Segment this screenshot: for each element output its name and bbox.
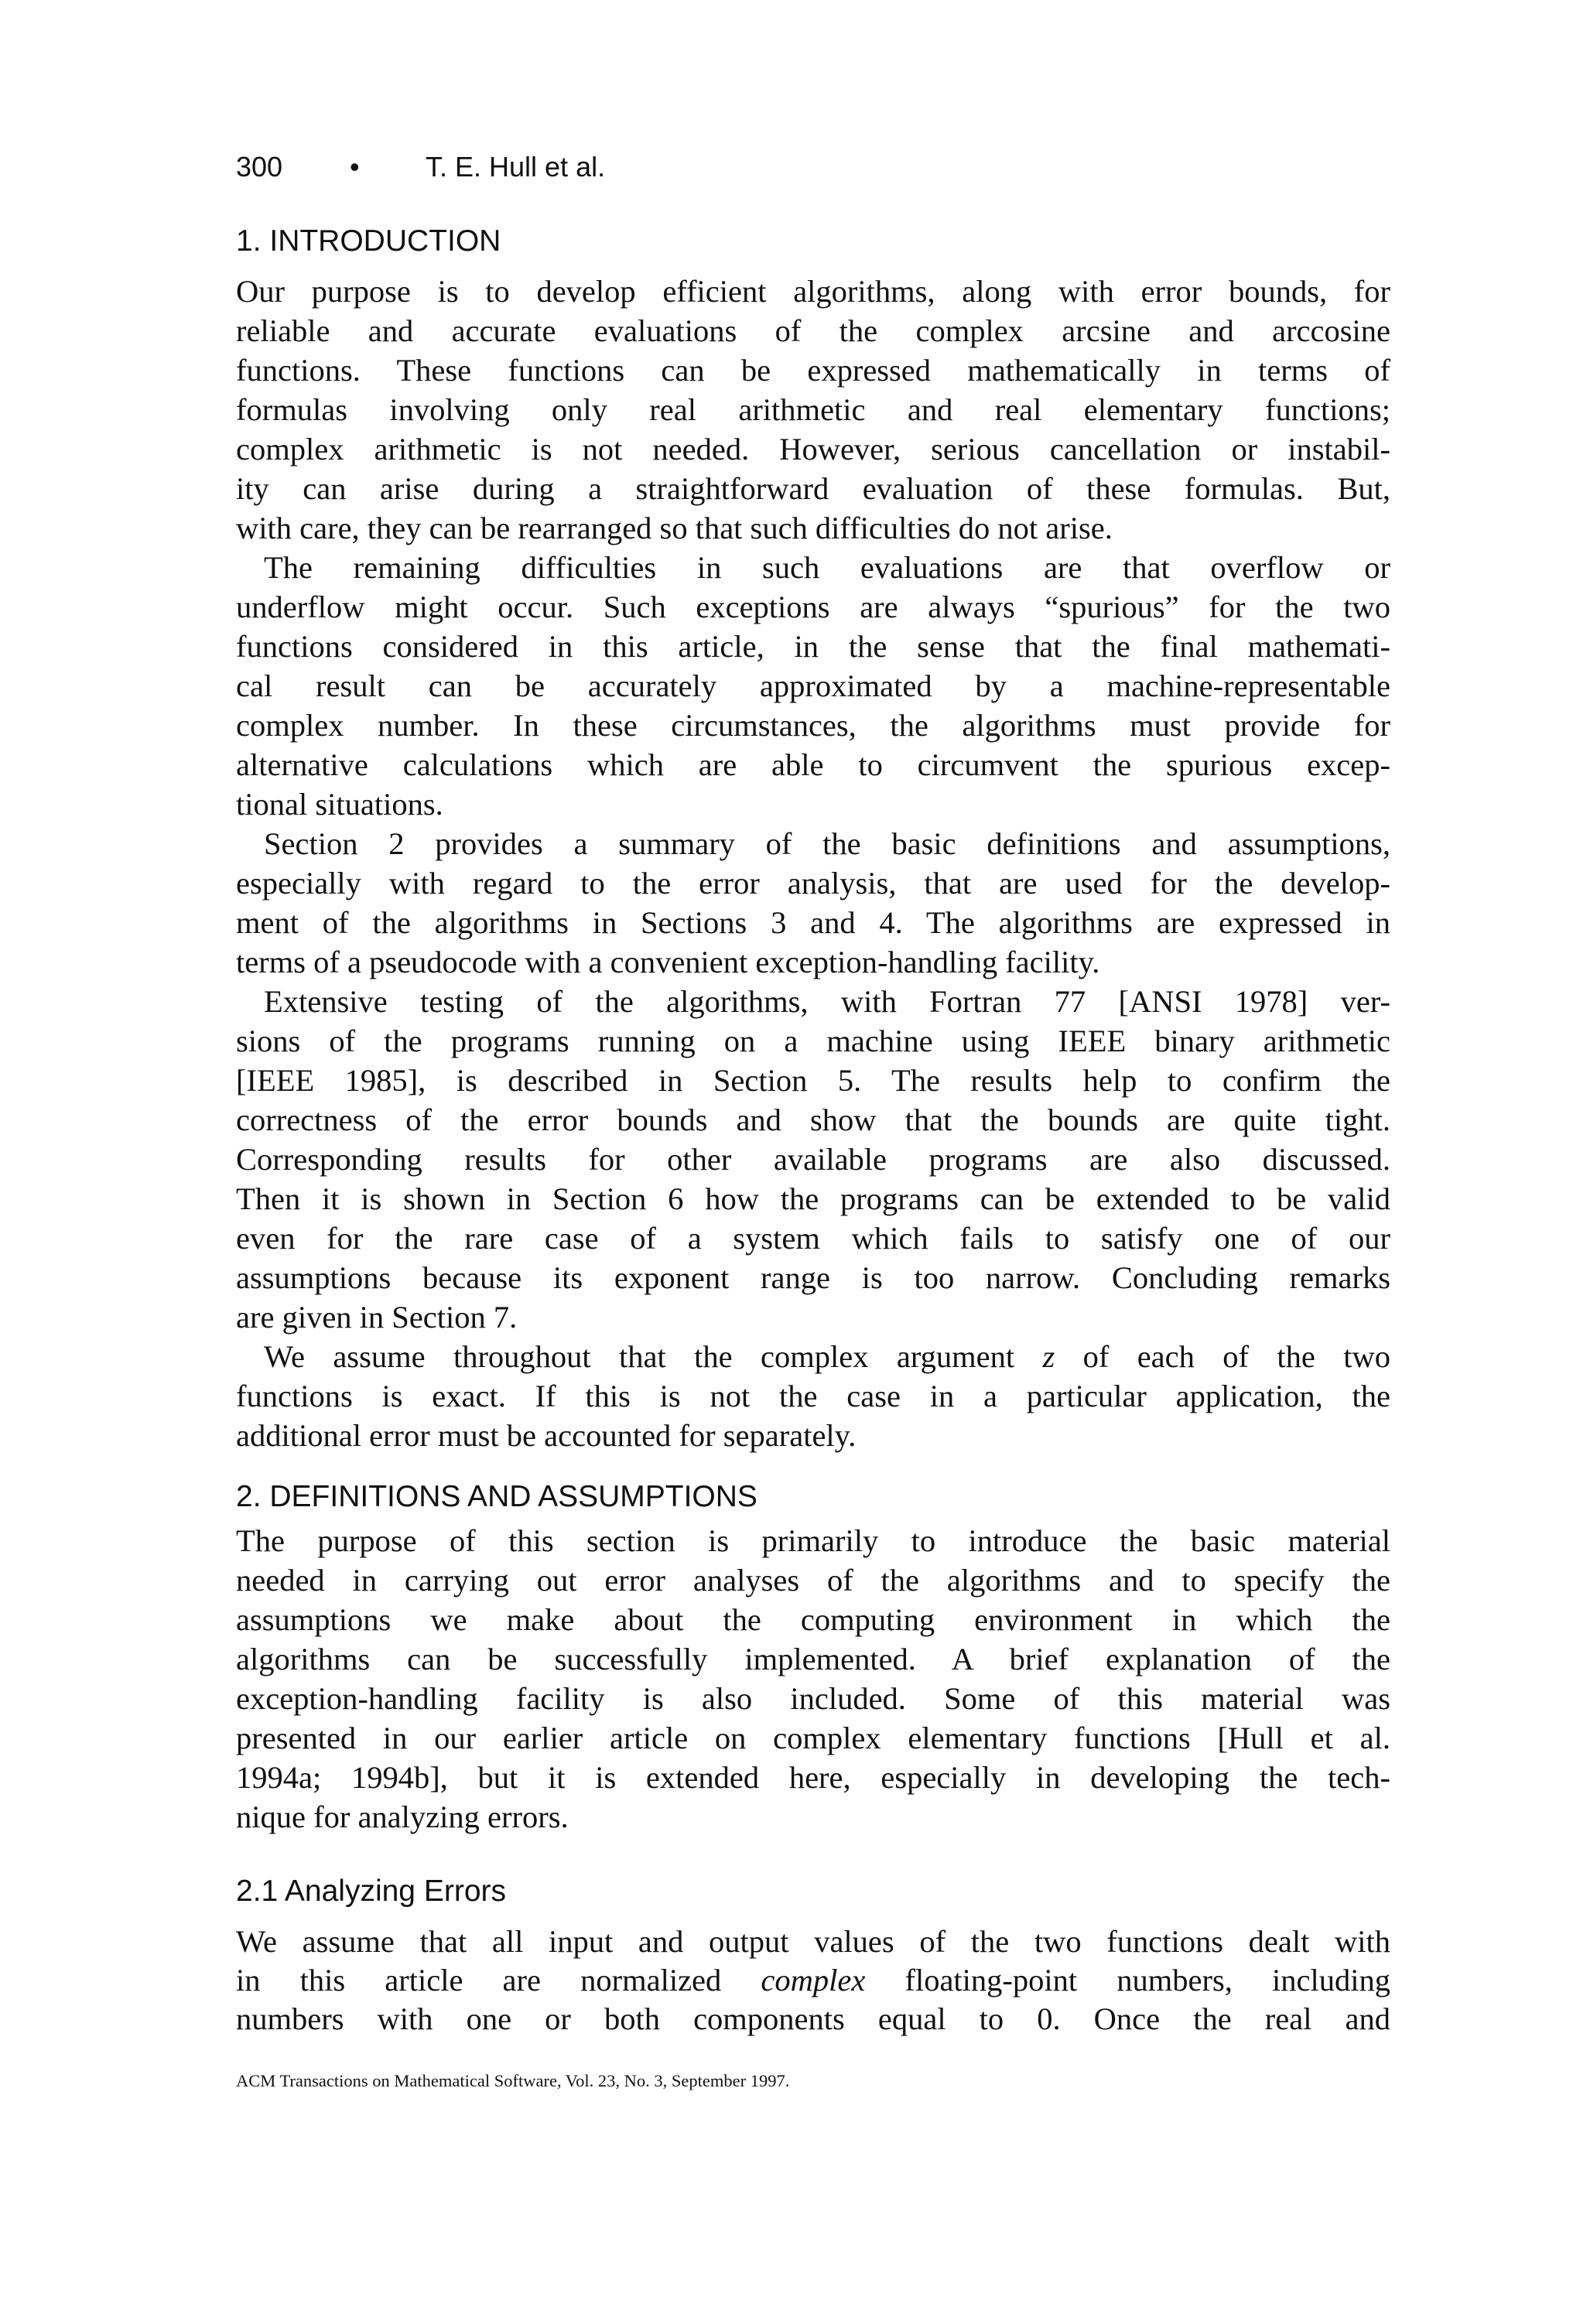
page-number: 300 [236,151,283,183]
text-line: We assume throughout that the complex argument z of each of the two [264,1339,1390,1374]
text-line: The purpose of this section is primarily to introduce the basic material [236,1523,1390,1558]
text-line: algorithms can be successfully implemented. A brief explanation of the [236,1642,1390,1676]
text-line: even for the rare case of a system which fails to satisfy one of our [236,1221,1390,1256]
text-line: Corresponding results for other available programs are also discussed. [236,1142,1390,1177]
text-line: needed in carrying out error analyses of the algorithms and to specify the [236,1563,1390,1598]
text-line: cal result can be accurately approximated by a machine-representable [236,668,1390,703]
text-line: additional error must be accounted for separately. [236,1418,857,1453]
text-line: Our purpose is to develop efficient algorithms, along with error bounds, for [236,274,1390,309]
text-line: complex number. In these circumstances, the algorithms must provide for [236,708,1390,743]
text-line: presented in our earlier article on complex elementary functions [Hull et al. [236,1721,1390,1755]
text-line: in this article are normalized complex floating-point numbers, including [236,1963,1390,1998]
header-separator: • [350,151,360,183]
text-line: especially with regard to the error analysis, that are used for the develop- [236,866,1390,901]
text-line: Section 2 provides a summary of the basic definitions and assumptions, [264,826,1390,861]
text-line: ity can arise during a straightforward evaluation of these formulas. But, [236,471,1390,506]
text-line: 1994a; 1994b], but it is extended here, especially in developing the tech- [236,1760,1390,1795]
text-line: assumptions because its exponent range is too narrow. Concluding remarks [236,1260,1390,1295]
text-line: functions is exact. If this is not the case in a particular application, the [236,1379,1390,1413]
italic-term: z [1042,1339,1055,1374]
text-line: exception-handling facility is also included. Some of this material was [236,1681,1390,1716]
text-line: numbers with one or both components equal to 0. Once the real and [236,2001,1390,2036]
text-line: reliable and accurate evaluations of the complex arcsine and arccosine [236,313,1390,348]
text-line: We assume that all input and output values of the two functions dealt with [236,1924,1390,1959]
text-line: Extensive testing of the algorithms, with Fortran 77 [ANSI 1978] ver- [264,984,1390,1019]
text-line: The remaining difficulties in such evaluations are that overflow or [264,550,1390,585]
text-line: assumptions we make about the computing environment in which the [236,1602,1390,1637]
text-line: sions of the programs running on a machine using IEEE binary arithmetic [236,1024,1390,1058]
text-line: tional situations. [236,787,443,822]
text-line: formulas involving only real arithmetic and real elementary functions; [236,392,1390,427]
text-line: correctness of the error bounds and show that the bounds are quite tight. [236,1102,1390,1137]
text-line: underflow might occur. Such exceptions are always “spurious” for the two [236,590,1390,624]
text-line: are given in Section 7. [236,1300,518,1335]
text-line: Then it is shown in Section 6 how the programs can be extended to be valid [236,1181,1390,1216]
text-line: alternative calculations which are able to circumvent the spurious excep- [236,747,1390,782]
text-line: nique for analyzing errors. [236,1799,569,1834]
section-heading: 1. INTRODUCTION [236,224,501,258]
section-heading: 2.1 Analyzing Errors [236,1875,507,1908]
section-heading: 2. DEFINITIONS AND ASSUMPTIONS [236,1480,757,1513]
text-line: ment of the algorithms in Sections 3 and 4. The algorithms are expressed in [236,905,1390,940]
running-head-authors: T. E. Hull et al. [426,151,606,183]
text-line: complex arithmetic is not needed. However, serious cancellation or instabil- [236,432,1390,467]
text-line: functions. These functions can be expressed mathematically in terms of [236,353,1390,388]
journal-footer: ACM Transactions on Mathematical Software, Vol. 23, No. 3, September 1997. [236,2071,790,2090]
italic-term: complex [761,1963,866,1998]
text-line: with care, they can be rearranged so that such difficulties do not arise. [236,511,1113,545]
text-line: functions considered in this article, in the sense that the final mathemati- [236,629,1390,664]
text-line: terms of a pseudocode with a convenient exception-handling facility. [236,945,1100,979]
text-line: [IEEE 1985], is described in Section 5. The results help to confirm the [236,1063,1390,1098]
